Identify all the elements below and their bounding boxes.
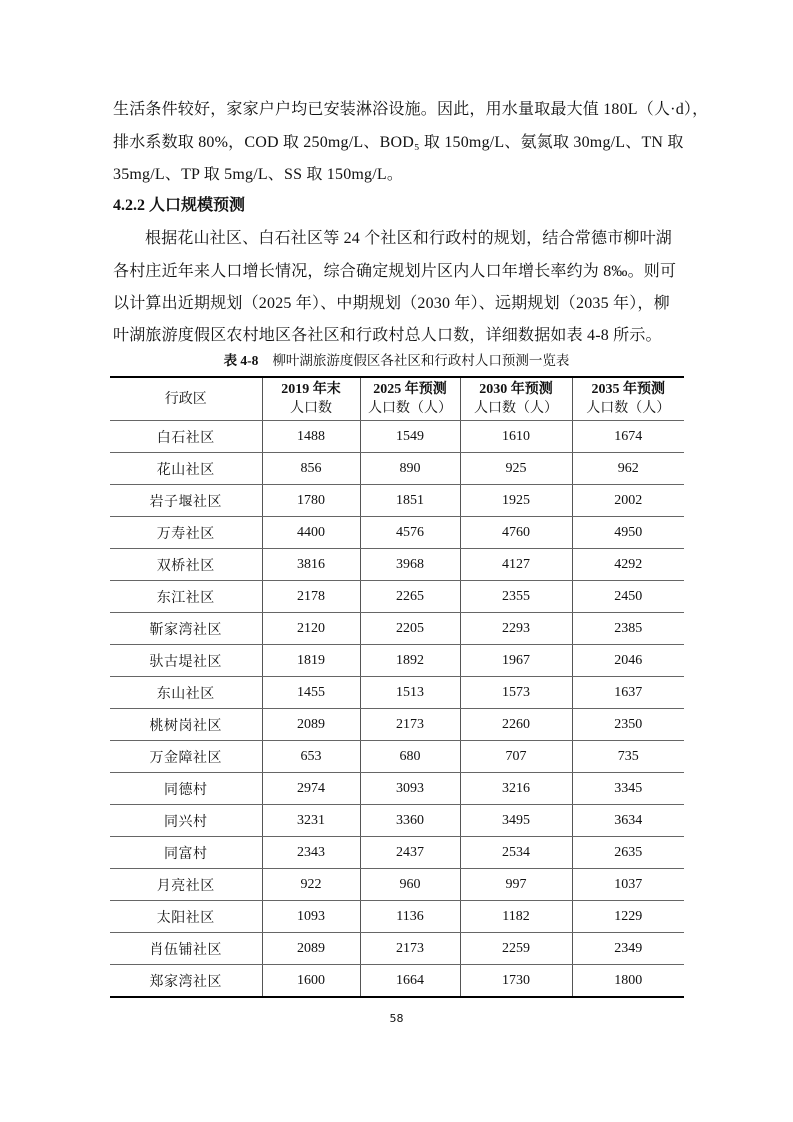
table-body [110,421,684,998]
cell-pop-2035: 1637 [572,677,684,709]
cell-pop-2019: 4400 [262,517,360,549]
cell-district: 靳家湾社区 [110,613,262,645]
cell-pop-2030: 1925 [460,485,572,517]
cell-pop-2035: 1037 [572,869,684,901]
cell-pop-2035: 962 [572,453,684,485]
cell-pop-2035: 3634 [572,805,684,837]
table-row [110,677,684,709]
cell-pop-2019: 2178 [262,581,360,613]
header-sublabel: 人口数 [290,401,332,416]
cell-pop-2030: 4127 [460,549,572,581]
cell-pop-2030: 3216 [460,773,572,805]
cell-pop-2030: 997 [460,869,572,901]
cell-district: 万寿社区 [110,517,262,549]
cell-pop-2030: 1182 [460,901,572,933]
cell-pop-2035: 3345 [572,773,684,805]
cell-pop-2019: 2089 [262,933,360,965]
table-row [110,709,684,741]
cell-pop-2025: 2265 [360,581,460,613]
header-sublabel: 人口数（人） [586,401,671,416]
cell-pop-2019: 2343 [262,837,360,869]
header-2019 [262,377,360,421]
cell-pop-2019: 2120 [262,613,360,645]
cell-district: 月亮社区 [110,869,262,901]
cell-pop-2019: 2089 [262,709,360,741]
cell-pop-2025: 2205 [360,613,460,645]
section-heading: 4.2.2 人口规模预测 [113,197,246,214]
cell-pop-2030: 1730 [460,965,572,998]
header-label: 2035 年预测 [591,382,665,397]
cell-pop-2025: 3968 [360,549,460,581]
cell-pop-2025: 1513 [360,677,460,709]
table-row [110,645,684,677]
cell-district: 肖伍铺社区 [110,933,262,965]
cell-district: 同富村 [110,837,262,869]
cell-district: 东江社区 [110,581,262,613]
header-2030 [460,377,572,421]
cell-pop-2030: 2260 [460,709,572,741]
cell-pop-2019: 2974 [262,773,360,805]
cell-pop-2019: 1780 [262,485,360,517]
table-caption-title: 柳叶湖旅游度假区各社区和行政村人口预测一览表 [272,353,570,368]
paragraph-line: 35mg/L、TP 取 5mg/L、SS 取 150mg/L。 [113,166,404,183]
paragraph-line: 排水系数取 80%，COD 取 250mg/L、BOD₅ 取 150mg/L、氨氮取 30mg/L、TN 取 [113,134,684,151]
cell-pop-2025: 890 [360,453,460,485]
header-district [110,377,262,421]
table-row [110,933,684,965]
cell-pop-2035: 2450 [572,581,684,613]
cell-pop-2025: 2437 [360,837,460,869]
cell-pop-2025: 1549 [360,421,460,453]
page-number: 58 [389,1012,404,1025]
cell-pop-2019: 1600 [262,965,360,998]
cell-pop-2025: 3360 [360,805,460,837]
cell-pop-2019: 1488 [262,421,360,453]
table-header-row [110,377,684,421]
cell-pop-2035: 2350 [572,709,684,741]
cell-district: 驮古堤社区 [110,645,262,677]
cell-pop-2025: 1892 [360,645,460,677]
cell-pop-2025: 680 [360,741,460,773]
cell-district: 太阳社区 [110,901,262,933]
cell-pop-2025: 1136 [360,901,460,933]
header-sublabel: 人口数（人） [474,401,558,416]
paragraph-line: 以计算出近期规划（2025 年）、中期规划（2030 年）、远期规划（2035 年），柳 [113,295,670,312]
table-row [110,517,684,549]
cell-pop-2030: 1610 [460,421,572,453]
table-row [110,421,684,453]
paragraph-line: 生活条件较好，家家户户均已安装淋浴设施。因此，用水量取最大值 180L（人·d）， [113,101,709,118]
table-caption [0,352,793,370]
cell-district: 郑家湾社区 [149,974,222,990]
header-label: 2019 年末 [281,382,341,397]
cell-district: 白石社区 [110,421,262,453]
cell-pop-2035: 2349 [572,933,684,965]
cell-district: 双桥社区 [110,549,262,581]
cell-pop-2019: 3231 [262,805,360,837]
table-row [110,613,684,645]
cell-district: 花山社区 [110,453,262,485]
table-row [110,837,684,869]
table-row [110,453,684,485]
header-2035 [572,377,684,421]
cell-pop-2030: 2293 [460,613,572,645]
cell-pop-2030: 1967 [460,645,572,677]
table-row [110,773,684,805]
table-row [110,965,684,998]
cell-pop-2035: 2385 [572,613,684,645]
cell-pop-2025: 4576 [360,517,460,549]
cell-district: 同兴村 [110,805,262,837]
cell-district: 万金障社区 [110,741,262,773]
table-row [110,869,684,901]
cell-pop-2019: 922 [262,869,360,901]
header-label: 行政区 [164,391,207,407]
header-sublabel: 人口数（人） [368,401,452,416]
cell-pop-2035: 1800 [572,965,684,998]
cell-pop-2025: 3093 [360,773,460,805]
cell-pop-2030: 2259 [460,933,572,965]
cell-pop-2035: 2002 [572,485,684,517]
cell-pop-2019: 1093 [262,901,360,933]
cell-pop-2030: 1573 [460,677,572,709]
cell-pop-2019: 1819 [262,645,360,677]
cell-district: 桃树岗社区 [110,709,262,741]
table-row [110,805,684,837]
cell-pop-2019: 653 [262,741,360,773]
cell-district: 东山社区 [110,677,262,709]
cell-pop-2025: 1664 [360,965,460,998]
cell-pop-2035: 1229 [572,901,684,933]
cell-district: 岩子堰社区 [110,485,262,517]
cell-pop-2030: 707 [460,741,572,773]
cell-pop-2030: 4760 [460,517,572,549]
cell-pop-2019: 3816 [262,549,360,581]
paragraph-line: 叶湖旅游度假区农村地区各社区和行政村总人口数，详细数据如表 4-8 所示。 [113,327,662,344]
cell-pop-2019: 1455 [262,677,360,709]
cell-pop-2025: 2173 [360,933,460,965]
cell-pop-2035: 2635 [572,837,684,869]
cell-pop-2030: 2355 [460,581,572,613]
cell-pop-2035: 1674 [572,421,684,453]
paragraph-line: 各村庄近年来人口增长情况，综合确定规划片区内人口年增长率约为 8‰。则可 [113,263,677,280]
cell-pop-2035: 4950 [572,517,684,549]
header-2025 [360,377,460,421]
cell-pop-2035: 735 [572,741,684,773]
cell-pop-2019: 856 [262,453,360,485]
cell-pop-2035: 4292 [572,549,684,581]
table-row [110,549,684,581]
cell-pop-2030: 3495 [460,805,572,837]
cell-pop-2025: 2173 [360,709,460,741]
table-caption-number: 表 4-8 [223,353,259,368]
population-table [110,376,684,998]
table-row [110,741,684,773]
table-row [110,581,684,613]
cell-pop-2025: 960 [360,869,460,901]
header-label: 2025 年预测 [373,382,447,397]
cell-pop-2030: 2534 [460,837,572,869]
table-row [110,485,684,517]
paragraph-line: 根据花山社区、白石社区等 24 个社区和行政村的规划，结合常德市柳叶湖 [145,230,673,247]
cell-pop-2035: 2046 [572,645,684,677]
cell-pop-2025: 1851 [360,485,460,517]
cell-district: 同德村 [110,773,262,805]
cell-pop-2030: 925 [460,453,572,485]
table-row [110,901,684,933]
header-label: 2030 年预测 [479,382,553,397]
